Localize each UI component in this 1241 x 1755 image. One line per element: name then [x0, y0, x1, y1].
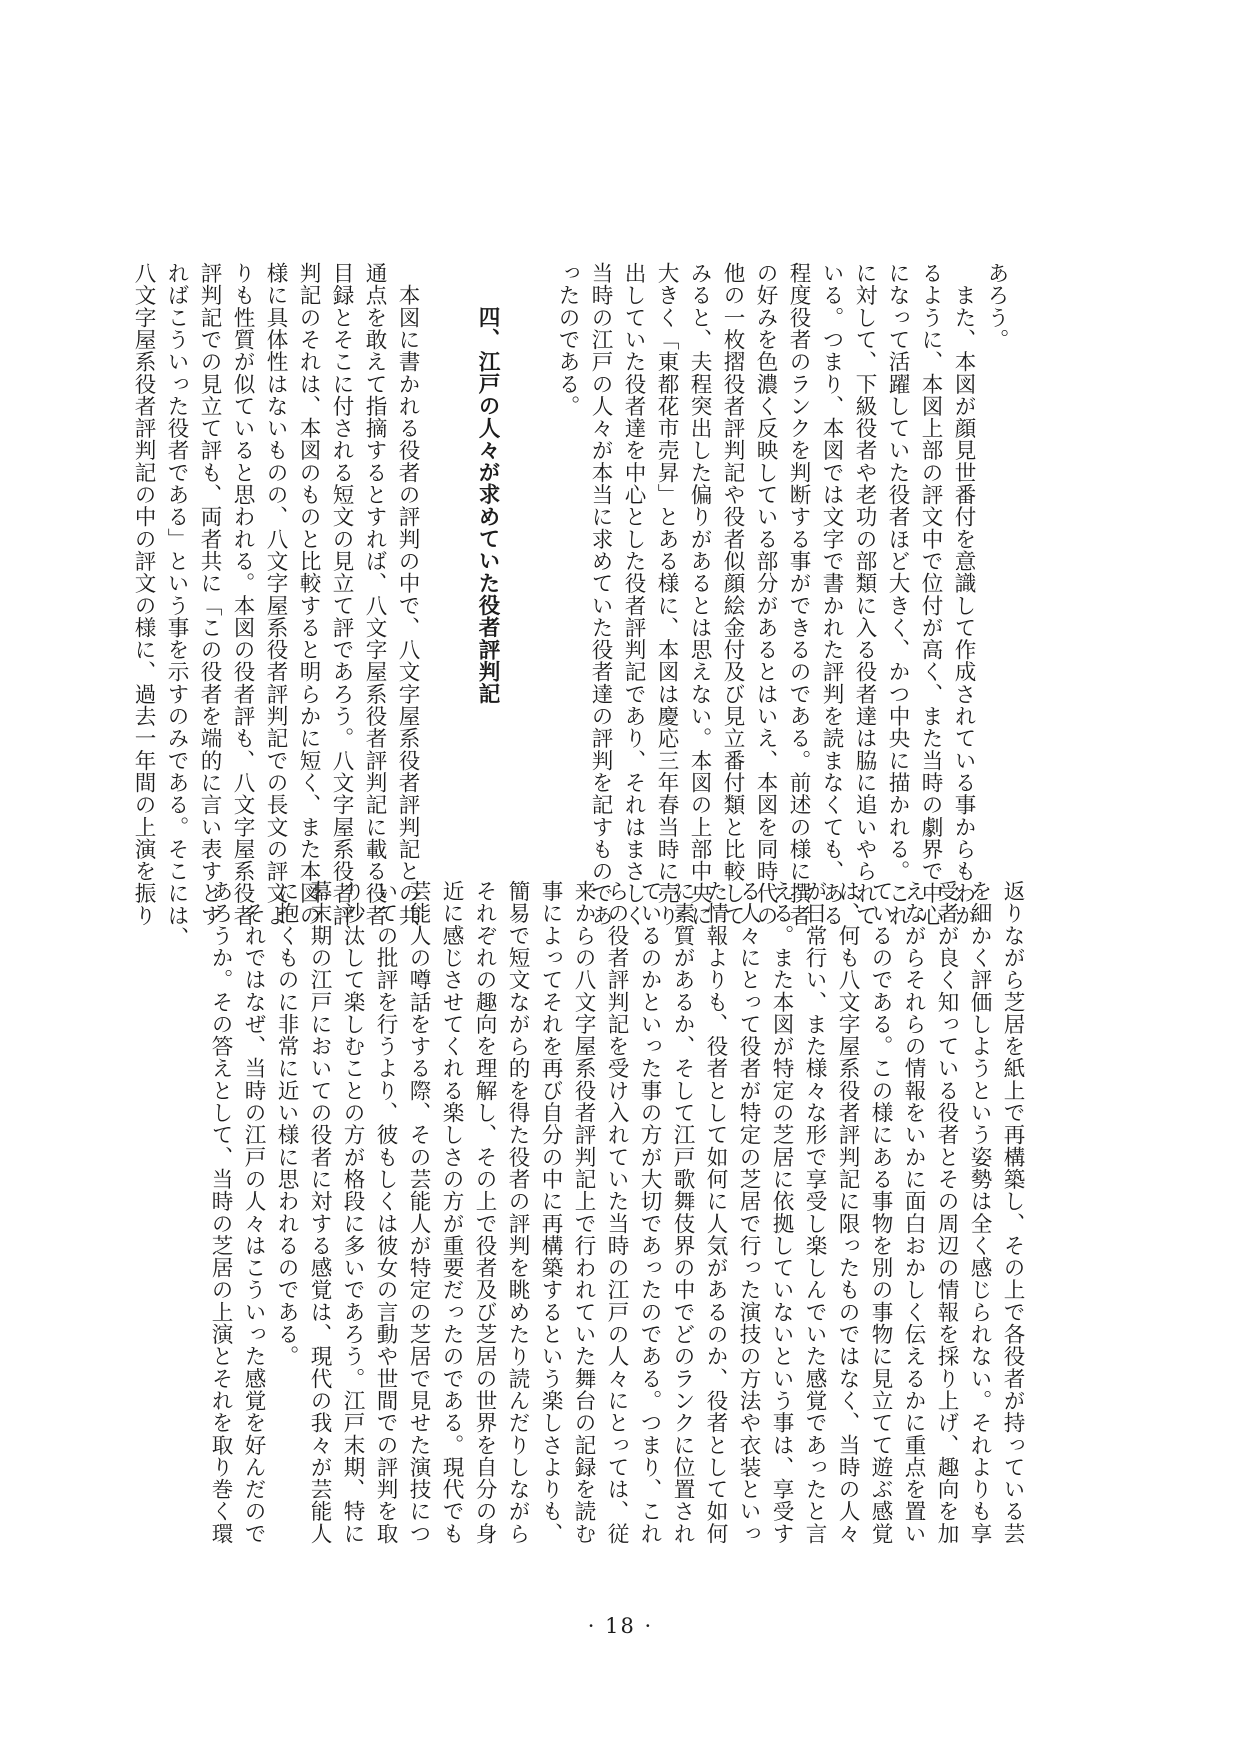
text-line: いる。つまり、本図では文字で書かれた評判を読まなくても、ある [819, 262, 844, 927]
text-line: 簡易で短文ながら的を得た役者の評判を眺めたり読んだりしながら [505, 880, 530, 1545]
text-line: に素質があるか、そして江戸歌舞伎界の中でどのランクに位置され [670, 880, 695, 1545]
text-line: また、本図が顔見世番付を意識して作成されている事からもわか [951, 262, 976, 927]
text-line: 出していた役者達を中心とした役者評判記であり、それはまさしく [621, 262, 646, 927]
text-line: になって活躍していた役者ほど大きく、かつ中央に描かれる。これ [885, 262, 910, 927]
blank-line [518, 262, 551, 862]
text-line: 幕末期の江戸においての役者に対する感覚は、現代の我々が芸能人 [307, 880, 332, 1545]
text-line: らの役者評判記を受け入れていた当時の江戸の人々にとっては、従 [604, 880, 629, 1545]
page-number: · 18 · [587, 1614, 654, 1638]
text-line: それではなぜ、当時の江戸の人々はこういった感覚を好んだので [241, 880, 266, 1545]
text-line: は、何も八文字屋系役者評判記に限ったものではなく、当時の人々 [835, 880, 860, 1545]
text-line: が日常行い、また様々な形で享受し楽しんでいた感覚であったと言 [802, 880, 827, 1545]
text-block-lower [199, 880, 1029, 1545]
text-line: 近に感じさせてくれる楽しさの方が重要だったのである。現代でも [439, 880, 464, 1545]
text-line: に抱くものに非常に近い様に思われるのである。 [274, 880, 299, 1368]
text-line: 評判記での見立て評も、両者共に「この役者を端的に言い表すとす [197, 262, 222, 927]
text-line: えながらそれらの情報をいかに面白おかしく伝えるかに重点を置い [901, 880, 926, 1545]
text-line: 様に具体性はないものの、八文字屋系役者評判記での長文の評文よ [263, 262, 288, 927]
text-line: 通点を敢えて指摘するとすれば、八文字屋系役者評判記に載る役者 [362, 262, 387, 927]
text-line: ったのである。 [555, 262, 580, 418]
text-block-upper [131, 262, 1013, 949]
text-line: える。また本図が特定の芝居に依拠していないという事は、享受す [769, 880, 794, 1545]
text-line: りも性質が似ていると思われる。本図の役者評も、八文字屋系役者 [230, 262, 255, 927]
text-line: に対して、下級役者や老功の部類に入る役者達は脇に追いやられて [852, 262, 877, 927]
text-line: いての批評を行うより、彼もしくは彼女の言動や世間での評判を取 [373, 880, 398, 1545]
text-line: 判記のそれは、本図のものと比較すると明らかに短く、また本図の [296, 262, 321, 927]
text-line: 大きく「東都花市売昇」とある様に、本図は慶応三年春当時に売り [654, 262, 679, 927]
text-line: の好みを色濃く反映している部分があるとはいえ、本図を同時代の [753, 262, 778, 927]
text-line: それぞれの趣向を理解し、その上で役者及び芝居の世界を自分の身 [472, 880, 497, 1545]
text-line: ているのである。この様にある事物を別の事物に見立てて遊ぶ感覚 [868, 880, 893, 1545]
text-line: た情報よりも、役者として如何に人気があるのか、役者として如何 [703, 880, 728, 1545]
text-line: 来からの八文字屋系役者評判記上で行われていた舞台の記録を読む [571, 880, 596, 1545]
text-line: 八文字屋系役者評判記の中の評文の様に、過去一年間の上演を振り [131, 262, 156, 927]
section-heading: 四、江戸の人々が求めていた役者評判記 [475, 306, 500, 705]
text-line: 当時の江戸の人々が本当に求めていた役者達の評判を記すものであ [588, 262, 613, 927]
text-line: あろうか。その答えとして、当時の芝居の上演とそれを取り巻く環 [208, 880, 233, 1545]
text-line: り沙汰して楽しむことの方が格段に多いであろう。江戸末期、特に [340, 880, 365, 1545]
text-line: みると、夫程突出した偏りがあるとは思えない。本図の上部中央に [687, 262, 712, 927]
text-line: を細かく評価しようという姿勢は全く感じられない。それよりも享 [967, 880, 992, 1545]
text-line: 受者が良く知っている役者とその周辺の情報を採り上げ、趣向を加 [934, 880, 959, 1545]
text-line: る人々にとって役者が特定の芝居で行った演技の方法や衣装といっ [736, 880, 761, 1545]
text-line: 返りながら芝居を紙上で再構築し、その上で各役者が持っている芸 [1000, 880, 1025, 1545]
text-line: 目録とそこに付される短文の見立て評であろう。八文字屋系役者評 [329, 262, 354, 927]
text-line: ているのかといった事の方が大切であったのである。つまり、これ [637, 880, 662, 1545]
text-line: 程度役者のランクを判断する事ができるのである。前述の様に撰者 [786, 262, 811, 927]
blank-line [424, 262, 457, 862]
text-line: 芸能人の噂話をする際、その芸能人が特定の芝居で見せた演技につ [406, 880, 431, 1545]
text-line: 本図に書かれる役者の評判の中で、八文字屋系役者評判記との共 [395, 262, 420, 927]
text-line: 他の一枚摺役者評判記や役者似顔絵金付及び見立番付類と比較して [720, 262, 745, 927]
text-line: 事によってそれを再び自分の中に再構築するという楽しさよりも、 [538, 880, 563, 1545]
text-line: ればこういった役者である」という事を示すのみである。そこには、 [164, 262, 189, 949]
text-line: るように、本図上部の評文中で位付が高く、また当時の劇界で中心 [918, 262, 943, 927]
text-line: あろう。 [984, 262, 1009, 351]
